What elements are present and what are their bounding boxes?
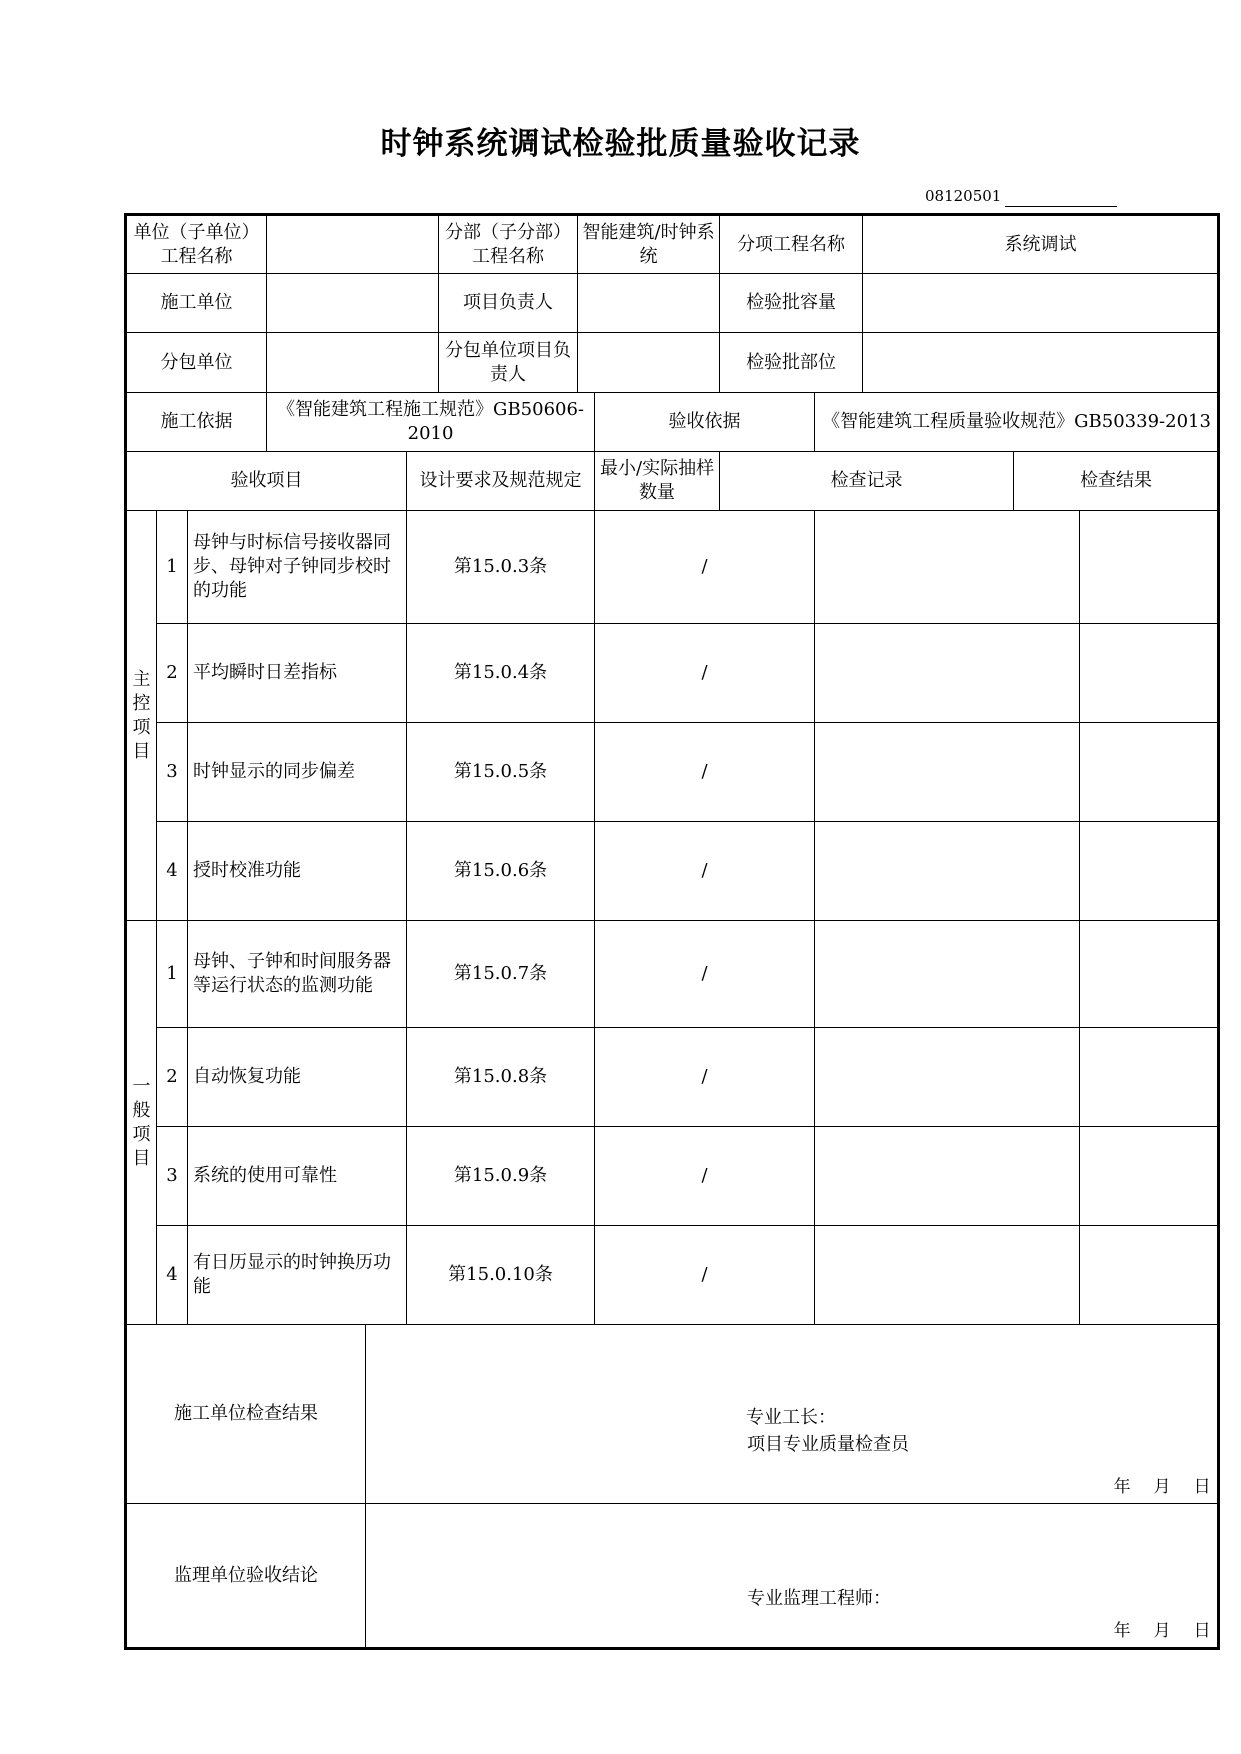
- item-sample[interactable]: /: [595, 921, 815, 1028]
- sub-manager-value[interactable]: [578, 333, 720, 393]
- item-name: 自动恢复功能: [188, 1028, 407, 1127]
- construction-basis-value: 《智能建筑工程施工规范》GB50606-2010: [267, 393, 595, 452]
- row-number: 1: [157, 511, 188, 624]
- item-result[interactable]: [1080, 723, 1219, 822]
- item-record[interactable]: [815, 624, 1080, 723]
- item-record[interactable]: [815, 511, 1080, 624]
- col-sampling-quantity: 最小/实际抽样数量: [595, 452, 720, 511]
- item-sample[interactable]: /: [595, 822, 815, 921]
- table-row: [126, 511, 1219, 624]
- inspection-form-table: [124, 213, 1220, 1650]
- table-row: [126, 723, 1219, 822]
- item-clause: 第15.0.10条: [407, 1226, 595, 1325]
- table-row: [126, 624, 1219, 723]
- quality-inspector-label: 项目专业质量检查员: [747, 1434, 910, 1455]
- row-number: 4: [157, 822, 188, 921]
- item-name: 母钟、子钟和时间服务器等运行状态的监测功能: [188, 921, 407, 1028]
- item-record[interactable]: [815, 1226, 1080, 1325]
- item-sample[interactable]: /: [595, 1226, 815, 1325]
- row-number: 3: [157, 1127, 188, 1226]
- item-name: 授时校准功能: [188, 822, 407, 921]
- supervision-date: 年 月 日: [1113, 1621, 1211, 1641]
- constructor-label: 施工单位: [126, 274, 267, 333]
- constructor-value[interactable]: [267, 274, 439, 333]
- item-result[interactable]: [1080, 624, 1219, 723]
- item-name: 平均瞬时日差指标: [188, 624, 407, 723]
- item-name: 系统的使用可靠性: [188, 1127, 407, 1226]
- row-number: 4: [157, 1226, 188, 1325]
- item-record[interactable]: [815, 1127, 1080, 1226]
- col-inspection-result: 检查结果: [1014, 452, 1219, 511]
- item-name-value[interactable]: 系统调试: [863, 215, 1219, 274]
- item-result[interactable]: [1080, 1127, 1219, 1226]
- item-record[interactable]: [815, 822, 1080, 921]
- supervision-label: 监理单位验收结论: [126, 1504, 366, 1649]
- batch-capacity-value[interactable]: [863, 274, 1219, 333]
- item-clause: 第15.0.3条: [407, 511, 595, 624]
- item-name: 时钟显示的同步偏差: [188, 723, 407, 822]
- table-row: [126, 1226, 1219, 1325]
- item-sample[interactable]: /: [595, 624, 815, 723]
- unit-name-label: 单位（子单位）工程名称: [126, 215, 267, 274]
- item-sample[interactable]: /: [595, 723, 815, 822]
- construction-check-area[interactable]: [366, 1325, 1219, 1504]
- part-name-value[interactable]: 智能建筑/时钟系统: [578, 215, 720, 274]
- col-inspection-record: 检查记录: [720, 452, 1014, 511]
- row-number: 1: [157, 921, 188, 1028]
- construction-check-label: 施工单位检查结果: [126, 1325, 366, 1504]
- item-name: 母钟与时标信号接收器同步、母钟对子钟同步校时的功能: [188, 511, 407, 624]
- item-record[interactable]: [815, 723, 1080, 822]
- item-sample[interactable]: /: [595, 511, 815, 624]
- row-number: 2: [157, 624, 188, 723]
- sub-manager-label: 分包单位项目负责人: [439, 333, 578, 393]
- construction-basis-label: 施工依据: [126, 393, 267, 452]
- table-row: [126, 1028, 1219, 1127]
- item-result[interactable]: [1080, 1226, 1219, 1325]
- acceptance-basis-value: 《智能建筑工程质量验收规范》GB50339-2013: [815, 393, 1219, 452]
- item-name-label: 分项工程名称: [720, 215, 863, 274]
- item-record[interactable]: [815, 921, 1080, 1028]
- code-underline: [1005, 206, 1117, 207]
- part-name-label: 分部（子分部）工程名称: [439, 215, 578, 274]
- page-title: 时钟系统调试检验批质量验收记录: [380, 126, 861, 162]
- project-manager-label: 项目负责人: [439, 274, 578, 333]
- batch-location-value[interactable]: [863, 333, 1219, 393]
- table-row: [126, 822, 1219, 921]
- row-number: 3: [157, 723, 188, 822]
- project-manager-value[interactable]: [578, 274, 720, 333]
- table-row: [126, 921, 1219, 1028]
- construction-date: 年 月 日: [1113, 1477, 1211, 1497]
- item-clause: 第15.0.4条: [407, 624, 595, 723]
- main-items-label: 主控项目: [126, 511, 157, 921]
- item-clause: 第15.0.8条: [407, 1028, 595, 1127]
- item-record[interactable]: [815, 1028, 1080, 1127]
- item-clause: 第15.0.5条: [407, 723, 595, 822]
- row-number: 2: [157, 1028, 188, 1127]
- item-clause: 第15.0.7条: [407, 921, 595, 1028]
- batch-location-label: 检验批部位: [720, 333, 863, 393]
- item-result[interactable]: [1080, 511, 1219, 624]
- unit-name-value[interactable]: [267, 215, 439, 274]
- form-code: 08120501: [925, 187, 1002, 205]
- item-sample[interactable]: /: [595, 1127, 815, 1226]
- foreman-label: 专业工长：: [746, 1407, 837, 1428]
- subcontractor-value[interactable]: [267, 333, 439, 393]
- item-clause: 第15.0.9条: [407, 1127, 595, 1226]
- batch-capacity-label: 检验批容量: [720, 274, 863, 333]
- item-name: 有日历显示的时钟换历功能: [188, 1226, 407, 1325]
- supervision-engineer-label: 专业监理工程师：: [747, 1588, 892, 1609]
- supervision-area[interactable]: [366, 1504, 1219, 1649]
- item-result[interactable]: [1080, 1028, 1219, 1127]
- item-result[interactable]: [1080, 921, 1219, 1028]
- col-design-requirement: 设计要求及规范规定: [407, 452, 595, 511]
- item-sample[interactable]: /: [595, 1028, 815, 1127]
- item-result[interactable]: [1080, 822, 1219, 921]
- general-items-label: 一般项目: [126, 921, 157, 1325]
- col-acceptance-item: 验收项目: [126, 452, 407, 511]
- table-row: [126, 1127, 1219, 1226]
- item-clause: 第15.0.6条: [407, 822, 595, 921]
- subcontractor-label: 分包单位: [126, 333, 267, 393]
- acceptance-basis-label: 验收依据: [595, 393, 815, 452]
